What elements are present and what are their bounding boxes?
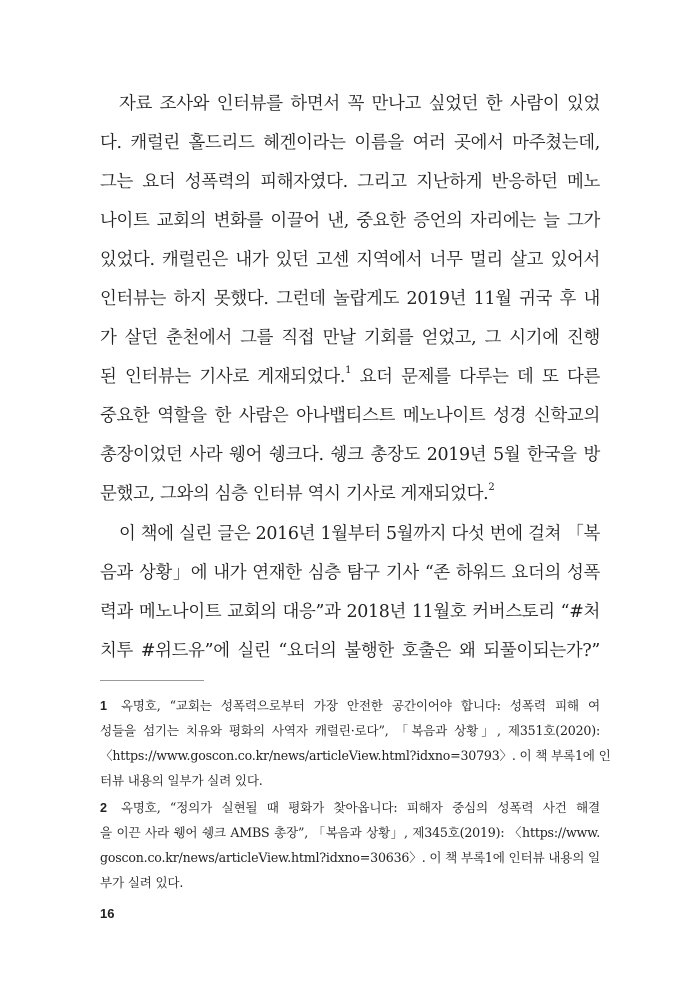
body-line: 력과 메노나이트 교회의 대응”과 2018년 11월호 커버스토리 “#처 — [100, 602, 600, 622]
body-line: 나이트 교회의 변화를 이끌어 낸, 중요한 증언의 자리에는 늘 그가 — [100, 211, 600, 231]
footnote-ref-1[interactable]: 1 — [345, 365, 352, 377]
body-line-with-note-2 — [100, 482, 600, 506]
footnote-2-line: 을 이끈 사라 웽어 쉥크 AMBS 총장”, 「복음과 상황」, 제345호(2019): 〈https://www. — [100, 825, 600, 840]
body-text: 요더 문제를 다루는 데 또 다른 — [351, 367, 600, 387]
footnote-1-line: 성들을 섬기는 치유와 평화의 사역자 캐럴린·로다”, 「복음과 상황」, 제351호(2020): — [100, 723, 600, 738]
footnote-1-line: 〈https://www.goscon.co.kr/news/articleView.html?idxno=30793〉. 이 책 부록1에 인 — [100, 748, 611, 763]
footnote-text: 옥명호, “교회는 성폭력으로부터 가장 안전한 공간이어야 합니다: 성폭력 피해 여 — [120, 698, 600, 713]
body-line: 인터뷰는 하지 못했다. 그런데 놀랍게도 2019년 11월 귀국 후 내 — [100, 289, 600, 309]
body-line: 치투 #위드유”에 실린 “요더의 불행한 호출은 왜 되풀이되는가?” — [100, 641, 600, 661]
footnote-divider — [100, 680, 204, 681]
body-text: 된 인터뷰는 기사로 게재되었다. — [100, 367, 346, 387]
body-line: 총장이었던 사라 웽어 쉥크다. 쉥크 총장도 2019년 5월 한국을 방 — [100, 445, 600, 465]
body-line: 가 살던 춘천에서 그를 직접 만날 기회를 얻었고, 그 시기에 진행 — [100, 328, 600, 348]
footnote-2-line: goscon.co.kr/news/articleView.html?idxno=30636〉. 이 책 부록1에 인터뷰 내용의 일 — [100, 850, 600, 865]
footnote-2-line: 부가 실려 있다. — [100, 875, 184, 890]
body-line: 음과 상황」에 내가 연재한 심층 탐구 기사 “존 하워드 요더의 성폭 — [100, 563, 600, 583]
body-line: 이 책에 실린 글은 2016년 1월부터 5월까지 다섯 번에 걸쳐 「복 — [119, 524, 600, 544]
footnote-1-line — [100, 696, 600, 716]
footnote-ref-2[interactable]: 2 — [488, 482, 495, 494]
body-line-with-note-1 — [100, 365, 600, 389]
body-line: 자료 조사와 인터뷰를 하면서 꼭 만나고 싶었던 한 사람이 있었 — [119, 94, 600, 114]
body-line: 중요한 역할을 한 사람은 아나뱁티스트 메노나이트 성경 신학교의 — [100, 406, 600, 426]
body-line: 다. 캐럴린 홀드리드 헤겐이라는 이름을 여러 곳에서 마주쳤는데, — [100, 133, 600, 153]
page-number: 16 — [100, 906, 115, 921]
body-line: 그는 요더 성폭력의 피해자였다. 그리고 지난하게 반응하던 메노 — [100, 172, 600, 192]
footnote-text: 옥명호, “정의가 실현될 때 평화가 찾아옵니다: 피해자 중심의 성폭력 사건 해결 — [120, 800, 600, 815]
footnote-2-line — [100, 798, 600, 818]
body-text: 문했고, 그와의 심층 인터뷰 역시 기사로 게재되었다. — [100, 484, 489, 504]
footnote-number: 1 — [100, 699, 107, 713]
footnote-1-line: 터뷰 내용의 일부가 실려 있다. — [100, 773, 263, 788]
body-line: 있었다. 캐럴린은 내가 있던 고센 지역에서 너무 멀리 살고 있어서 — [100, 250, 600, 270]
footnote-number: 2 — [100, 801, 107, 815]
